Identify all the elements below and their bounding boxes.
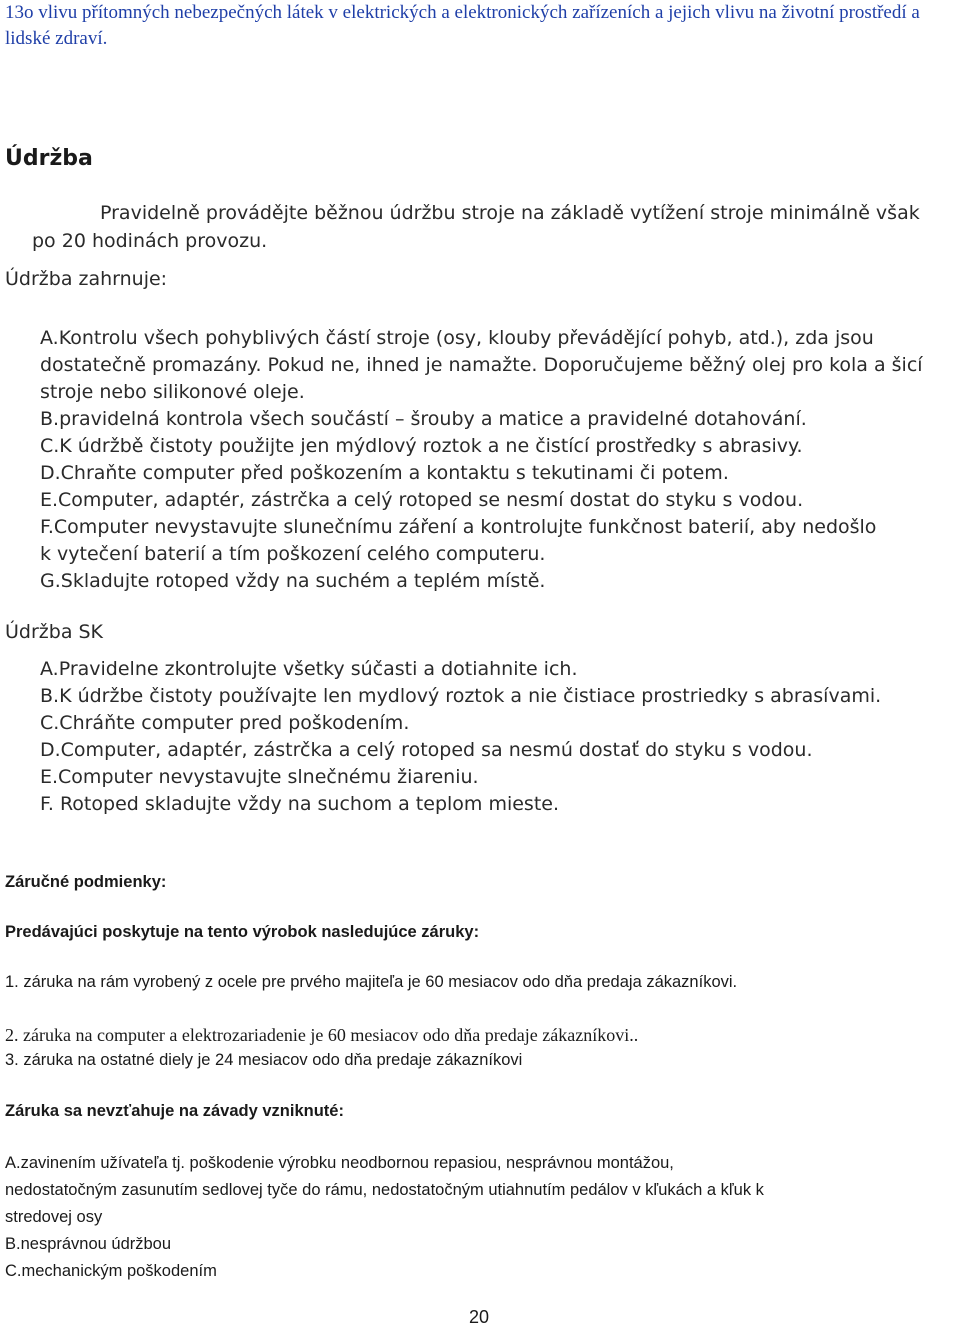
exclusion-a-line-3: stredovej osy xyxy=(5,1208,103,1226)
warranty-item-1: 1. záruka na rám vyrobený z ocele pre prvého majiteľa je 60 mesiacov odo dňa predaja zákazníkovi. xyxy=(5,973,738,991)
list-item-c: C.K údržbě čistoty použijte jen mýdlový roztok a ne čistící prostředky s abrasivy. xyxy=(40,435,803,457)
exclusion-a-line-2: nedostatočným zasunutím sedlovej tyče do rámu, nedostatočným utiahnutím pedálov v kľukách a kľuk k xyxy=(5,1181,764,1199)
list-item-b: B.pravidelná kontrola všech součástí – šrouby a matice a pravidelné dotahování. xyxy=(40,408,807,430)
warranty-item-2: 2. záruka na computer a elektrozariadenie je 60 mesiacov odo dňa predaje zákazníkovi.. xyxy=(5,1025,639,1045)
list-item-g: G.Skladujte rotoped vždy na suchém a teplém místě. xyxy=(40,570,546,592)
sk-list-item-e: E.Computer nevystavujte slnečnému žiareniu. xyxy=(40,766,479,788)
sk-list-item-a: A.Pravidelne zkontrolujte všetky súčasti a dotiahnite ich. xyxy=(40,658,578,680)
list-item-a-line-1 xyxy=(40,327,955,349)
list-item-f-line-1: F.Computer nevystavujte slunečnímu záření a kontrolujte funkčnost baterií, aby nedošlo xyxy=(40,516,877,538)
list-item-a-line-3: stroje nebo silikonové oleje. xyxy=(40,381,305,403)
list-item-text: A.Kontrolu všech pohyblivých částí stroje (osy, klouby převádějící pohyb, atd.), zda jsou xyxy=(40,327,874,349)
sk-list-item-c: C.Chráňte computer pred poškodením. xyxy=(40,712,410,734)
warranty-subtitle: Predávajúci poskytuje na tento výrobok nasledujúce záruky: xyxy=(5,923,480,941)
includes-label: Údržba zahrnuje: xyxy=(5,268,168,290)
list-item-e: E.Computer, adaptér, zástrčka a celý rotoped se nesmí dostat do styku s vodou. xyxy=(40,489,804,511)
sk-list-item-f: F. Rotoped skladujte vždy na suchom a teplom mieste. xyxy=(40,793,560,815)
sk-list-item-d: D.Computer, adaptér, zástrčka a celý rotoped sa nesmú dostať do styku s vodou. xyxy=(40,739,813,761)
intro-line-2: po 20 hodinách provozu. xyxy=(32,230,268,252)
list-item-d: D.Chraňte computer před poškozením a kontaktu s tekutinami či potem. xyxy=(40,462,729,484)
warranty-title: Záručné podmienky: xyxy=(5,873,167,891)
exclusion-c: C.mechanickým poškodením xyxy=(5,1262,217,1280)
list-item-f-line-2: k vytečení baterií a tím poškození celého computeru. xyxy=(40,543,546,565)
list-item-a-line-2: dostatečně promazány. Pokud ne, ihned je namažte. Doporučujeme běžný olej pro kola a šicí xyxy=(40,354,923,376)
page-header: 13o vlivu přítomných nebezpečných látek v elektrických a elektronických zařízeních a jejich vlivu na životní prostředí a lidské zdraví. xyxy=(5,2,920,49)
section-title-udrzba: Údržba xyxy=(5,146,93,171)
intro-line-1: Pravidelně provádějte běžnou údržbu stroje na základě vytížení stroje minimálně však xyxy=(100,202,920,224)
exclusion-b: B.nesprávnou údržbou xyxy=(5,1235,172,1253)
page-number: 20 xyxy=(469,1307,490,1327)
exclusions-title: Záruka sa nevzťahuje na závady vzniknuté: xyxy=(5,1102,344,1120)
section-title-udrzba-sk: Údržba SK xyxy=(5,621,104,643)
exclusion-a-line-1: A.zavinením užívateľa tj. poškodenie výrobku neodbornou repasiou, nesprávnou montážou, xyxy=(5,1154,674,1172)
sk-list-item-b: B.K údržbe čistoty používajte len mydlový roztok a nie čistiace prostriedky s abrasívami. xyxy=(40,685,882,707)
warranty-item-3: 3. záruka na ostatné diely je 24 mesiacov odo dňa predaje zákazníkovi xyxy=(5,1051,523,1069)
